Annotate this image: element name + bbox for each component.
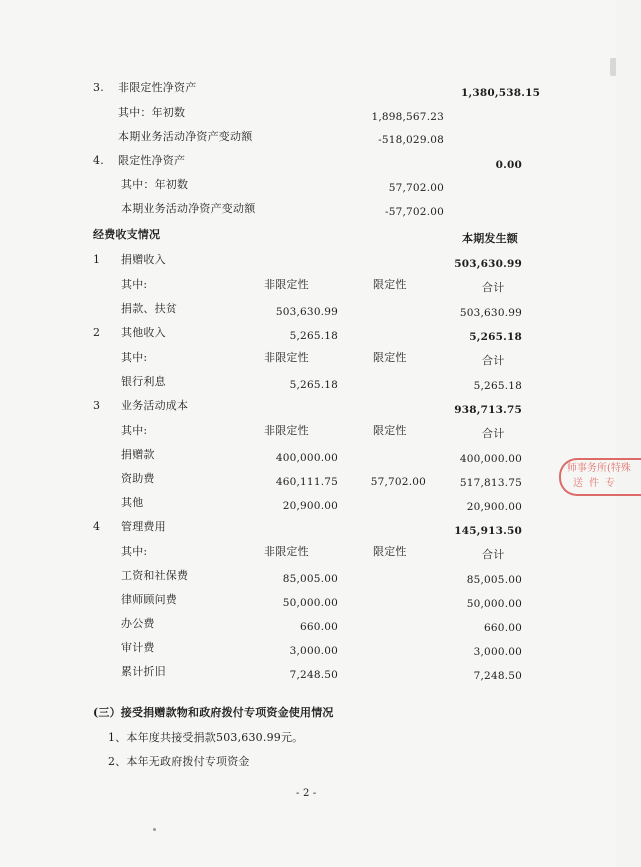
col-qizhong: 其中: bbox=[121, 278, 148, 291]
admin-row-total: 3,000.00 bbox=[473, 646, 522, 658]
section-three-item2: 2、本年无政府拨付专项资金 bbox=[108, 755, 250, 768]
activity-cost-title: 业务活动成本 bbox=[121, 399, 189, 412]
income-donation-title: 捐赠收入 bbox=[121, 253, 166, 266]
seal-stamp-line1: 师事务所(特殊 bbox=[567, 463, 631, 474]
activity-row-label: 其他 bbox=[121, 496, 144, 509]
activity-cost-total: 938,713.75 bbox=[454, 404, 522, 416]
activity-row-total: 517,813.75 bbox=[459, 477, 522, 489]
col-restricted: 限定性 bbox=[373, 351, 407, 364]
income-other-num: 2 bbox=[93, 326, 101, 339]
col-restricted: 限定性 bbox=[373, 424, 407, 437]
col-total: 合计 bbox=[482, 354, 505, 367]
sec3-r2-value: -518,029.08 bbox=[378, 134, 444, 146]
scan-edge-marker bbox=[610, 58, 616, 76]
donation-row-label: 捐款、扶贫 bbox=[121, 302, 177, 315]
other-row-unrestricted: 5,265.18 bbox=[289, 379, 338, 391]
page-number: - 2 - bbox=[296, 788, 317, 799]
admin-row-unrestricted: 7,248.50 bbox=[289, 669, 338, 681]
activity-row-unrestricted: 20,900.00 bbox=[282, 500, 338, 512]
activity-row-label: 资助费 bbox=[121, 472, 155, 485]
sec3-r2-label: 本期业务活动净资产变动额 bbox=[118, 130, 253, 143]
sec4-r2-value: -57,702.00 bbox=[385, 206, 444, 218]
section-three-item1: 1、本年度共接受捐款503,630.99元。 bbox=[108, 731, 304, 744]
sec4-r1-value: 57,702.00 bbox=[388, 182, 444, 194]
funds-title: 经费收支情况 bbox=[93, 228, 161, 241]
sec3-num: 3. bbox=[93, 81, 104, 94]
section-three-title: (三）接受捐赠款物和政府拨付专项资金使用情况 bbox=[93, 706, 334, 719]
col-unrestricted: 非限定性 bbox=[264, 424, 309, 437]
admin-cost-title: 管理费用 bbox=[121, 520, 166, 533]
seal-stamp bbox=[559, 458, 641, 496]
income-other-total: 5,265.18 bbox=[469, 331, 522, 343]
period-header: 本期发生额 bbox=[462, 232, 518, 245]
sec3-total: 1,380,538.15 bbox=[461, 87, 541, 99]
income-other-title: 其他收入 bbox=[121, 326, 166, 339]
admin-row-unrestricted: 3,000.00 bbox=[289, 645, 338, 657]
sec4-total: 0.00 bbox=[495, 159, 522, 171]
other-row-label: 银行利息 bbox=[121, 375, 166, 388]
admin-row-unrestricted: 660.00 bbox=[300, 621, 338, 633]
scan-speck bbox=[153, 828, 156, 831]
admin-row-unrestricted: 50,000.00 bbox=[282, 597, 338, 609]
activity-row-total: 20,900.00 bbox=[466, 501, 522, 513]
col-qizhong: 其中: bbox=[121, 545, 148, 558]
admin-cost-num: 4 bbox=[93, 520, 101, 533]
admin-row-label: 审计费 bbox=[121, 641, 155, 654]
col-unrestricted: 非限定性 bbox=[264, 351, 309, 364]
admin-row-label: 律师顾问费 bbox=[121, 593, 177, 606]
admin-row-total: 7,248.50 bbox=[473, 670, 522, 682]
col-total: 合计 bbox=[482, 281, 505, 294]
col-qizhong: 其中: bbox=[121, 424, 148, 437]
admin-row-label: 累计折旧 bbox=[121, 665, 166, 678]
donation-row-unrestricted: 503,630.99 bbox=[275, 306, 338, 318]
donation-row-total: 503,630.99 bbox=[459, 307, 522, 319]
col-unrestricted: 非限定性 bbox=[264, 278, 309, 291]
sec4-r2-label: 本期业务活动净资产变动额 bbox=[121, 202, 256, 215]
seal-stamp-line2: 送件专 bbox=[573, 478, 621, 489]
activity-row-label: 捐赠款 bbox=[121, 448, 155, 461]
sec4-r1-label: 其中：年初数 bbox=[121, 178, 189, 191]
sec3-r1-value: 1,898,567.23 bbox=[371, 111, 444, 123]
sec4-num: 4. bbox=[93, 154, 104, 167]
admin-row-total: 85,005.00 bbox=[466, 574, 522, 586]
admin-row-unrestricted: 85,005.00 bbox=[282, 573, 338, 585]
activity-row-unrestricted: 460,111.75 bbox=[275, 476, 338, 488]
col-total: 合计 bbox=[482, 548, 505, 561]
activity-cost-num: 3 bbox=[93, 399, 101, 412]
col-restricted: 限定性 bbox=[373, 278, 407, 291]
sec4-title: 限定性净资产 bbox=[118, 154, 186, 167]
income-donation-num: 1 bbox=[93, 253, 101, 266]
col-qizhong: 其中: bbox=[121, 351, 148, 364]
admin-row-label: 工资和社保费 bbox=[121, 569, 189, 582]
activity-row-restricted: 57,702.00 bbox=[370, 476, 426, 488]
col-restricted: 限定性 bbox=[373, 545, 407, 558]
col-unrestricted: 非限定性 bbox=[264, 545, 309, 558]
income-other-unrestricted-total: 5,265.18 bbox=[289, 330, 338, 342]
col-total: 合计 bbox=[482, 427, 505, 440]
other-row-total: 5,265.18 bbox=[473, 380, 522, 392]
admin-row-total: 50,000.00 bbox=[466, 598, 522, 610]
sec3-r1-label: 其中：年初数 bbox=[118, 106, 186, 119]
admin-row-total: 660.00 bbox=[484, 622, 522, 634]
sec3-title: 非限定性净资产 bbox=[118, 81, 197, 94]
activity-row-unrestricted: 400,000.00 bbox=[275, 452, 338, 464]
income-donation-total: 503,630.99 bbox=[454, 258, 522, 270]
admin-cost-total: 145,913.50 bbox=[454, 525, 522, 537]
admin-row-label: 办公费 bbox=[121, 617, 155, 630]
activity-row-total: 400,000.00 bbox=[459, 453, 522, 465]
